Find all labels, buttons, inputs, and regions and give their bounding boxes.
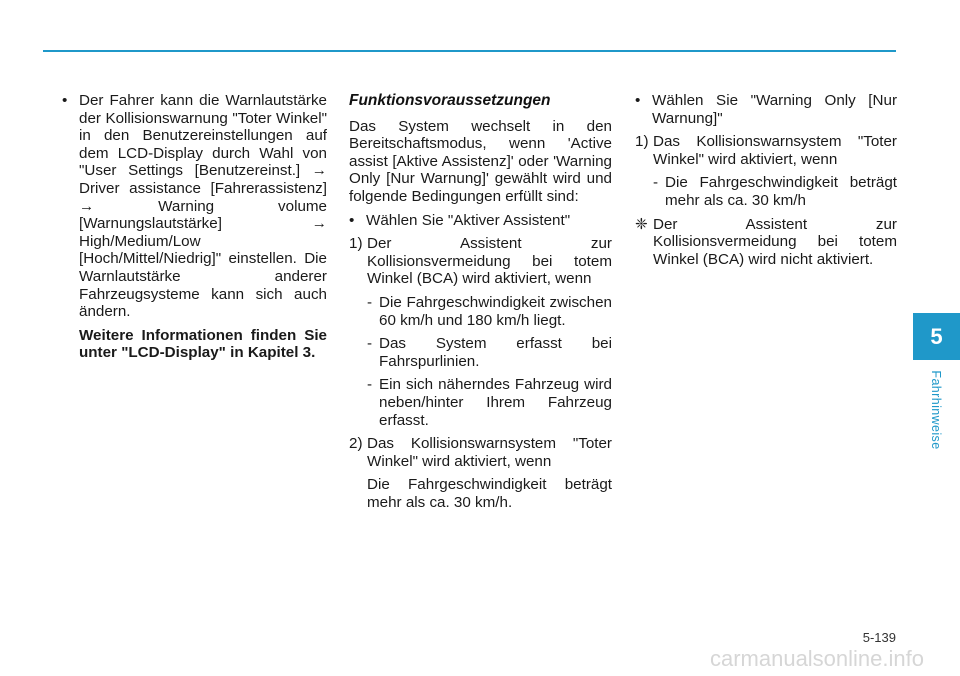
intro-paragraph: Das System wechselt in den Bereitschaftsmodus, wenn 'Active assist [Aktive Assistenz]' oder 'Warning Only [Nur Warnung]' gewählt wird und folgende Bedingungen erfüllt sind: [349, 117, 612, 205]
sub-item-text: Die Fahrgeschwindigkeit zwischen 60 km/h und 180 km/h liegt. [379, 293, 612, 329]
dash-marker: - [367, 293, 373, 311]
bullet-marker: • [349, 211, 355, 229]
header-rule [43, 50, 896, 52]
note-marker-icon: ❈ [635, 215, 648, 233]
page-number: 5-139 [862, 630, 896, 645]
numbered-item-text: Das Kollisionswarnsystem "Toter Winkel" wird aktiviert, wenn [367, 435, 612, 470]
bullet-text: Wählen Sie "Aktiver Assistent" [366, 211, 571, 229]
numbered-item [349, 235, 612, 288]
list-item [349, 212, 612, 230]
column-right [635, 92, 897, 274]
sub-item [635, 174, 897, 209]
numbered-item [349, 435, 612, 470]
sub-item [349, 376, 612, 429]
column-middle [349, 92, 612, 517]
column-left [62, 92, 327, 368]
chapter-label-text: Fahrhinweise [929, 370, 943, 450]
numbered-item-text: Der Assistent zur Kollisionsvermeidung bei totem Winkel (BCA) wird aktiviert, wenn [367, 235, 612, 288]
bullet-marker: • [62, 92, 68, 109]
watermark: carmanualsonline.info [709, 646, 924, 671]
number-marker: 2) [349, 435, 363, 453]
numbered-item-continuation: Die Fahrgeschwindigkeit beträgt mehr als ca. 30 km/h. [367, 476, 612, 511]
number-marker: 1) [635, 133, 649, 151]
chapter-tab: 5 [913, 313, 960, 360]
bullet-marker: • [635, 92, 641, 109]
sub-item-text: Ein sich näherndes Fahrzeug wird neben/hinter Ihrem Fahrzeug erfasst. [379, 376, 612, 429]
section-heading: Funktionsvoraussetzungen [349, 92, 551, 109]
sub-item-text: Das System erfasst bei Fahrspurlinien. [379, 335, 612, 370]
list-item [62, 92, 327, 321]
number-marker: 1) [349, 235, 363, 253]
dash-marker: - [367, 335, 373, 353]
bullet-text: Der Fahrer kann die Warnlautstärke der Kollisionswarnung "Toter Winkel" in den Benutzereinstellungen auf dem LCD-Display durch Wahl von "User Settings [Benutzereinst.] → Driver assistance [Fahrerassistenz] → Warning volume [Warnungslautstärke] → High/Medium/Low [Hoch/Mittel/Niedrig]" einstellen. Die Warnlautstärke anderer Fahrzeugsysteme kann sich auch ändern. [79, 92, 327, 321]
numbered-item-text: Das Kollisionswarnsystem "Toter Winkel" wird aktiviert, wenn [653, 133, 897, 168]
dash-marker: - [367, 376, 373, 394]
sub-item [349, 335, 612, 370]
list-item [635, 92, 897, 127]
sub-item [349, 294, 612, 329]
note-item [635, 216, 897, 269]
dash-marker: - [653, 174, 659, 192]
sub-item-text: Die Fahrgeschwindigkeit beträgt mehr als ca. 30 km/h [665, 174, 897, 209]
reference-note: Weitere Informationen finden Sie unter "LCD-Display" in Kapitel 3. [79, 326, 327, 362]
bullet-text: Wählen Sie "Warning Only [Nur Warnung]" [652, 92, 897, 127]
numbered-item [635, 133, 897, 168]
note-text: Der Assistent zur Kollisionsvermeidung bei totem Winkel (BCA) wird nicht aktiviert. [653, 215, 897, 268]
